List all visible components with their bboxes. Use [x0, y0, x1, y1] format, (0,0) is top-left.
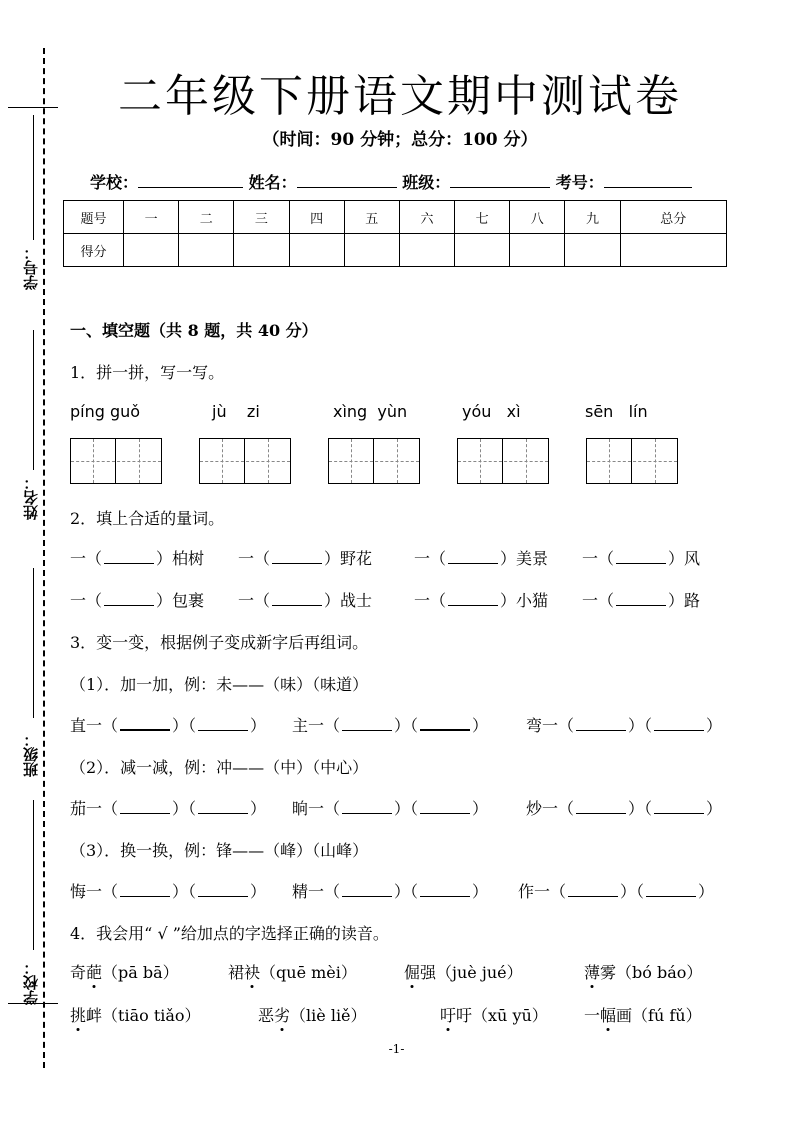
- pronunciation-item[interactable]: 倔强（juè jué）: [404, 960, 523, 983]
- score-header-cell: 一: [124, 201, 179, 234]
- pronunciation-item[interactable]: 吁吁（xū yū）: [440, 1003, 548, 1026]
- answer-blank[interactable]: [576, 719, 626, 731]
- margin-label-xuehao: 学号：: [22, 245, 40, 290]
- char-transform-item: 主一（ ）（ ）: [292, 716, 489, 735]
- answer-blank[interactable]: [616, 552, 666, 564]
- pinyin-item: xìng yùn: [333, 402, 408, 421]
- writing-grid[interactable]: [70, 438, 162, 484]
- answer-blank[interactable]: [448, 552, 498, 564]
- score-header-cell: 题号: [64, 201, 124, 234]
- margin-label-xingming: 姓名：: [22, 475, 40, 520]
- margin-label-xuexiao: 学校：: [22, 960, 40, 1005]
- score-cell[interactable]: [234, 234, 289, 267]
- pronunciation-item[interactable]: 挑衅（tiāo tiǎo）: [70, 1003, 201, 1026]
- writing-grid[interactable]: [328, 438, 420, 484]
- score-cell[interactable]: [455, 234, 510, 267]
- writing-grid[interactable]: [199, 438, 291, 484]
- pronunciation-item[interactable]: 裙袂（quē mèi）: [228, 960, 357, 983]
- measure-word-item: 一（ ）小猫: [414, 591, 549, 610]
- writing-grid[interactable]: [586, 438, 678, 484]
- score-header-cell: 八: [510, 201, 565, 234]
- margin-divider: [8, 107, 58, 108]
- pronunciation-item[interactable]: 奇葩（pā bā）: [70, 960, 179, 983]
- char-transform-item: 弯一（ ）（ ）: [526, 716, 723, 735]
- question-2-text: 2．填上合适的量词。: [70, 509, 225, 528]
- question-4-text: 4．我会用“ √ ”给加点的字选择正确的读音。: [70, 924, 389, 943]
- pinyin-item: sēn lín: [585, 402, 648, 421]
- measure-word-item: 一（ ）柏树: [70, 549, 205, 568]
- pinyin-item: jù zi: [212, 402, 260, 421]
- score-cell[interactable]: [344, 234, 399, 267]
- score-cell[interactable]: [399, 234, 454, 267]
- score-header-cell: 六: [399, 201, 454, 234]
- score-header-cell: 总分: [620, 201, 726, 234]
- pronunciation-item[interactable]: 恶劣（liè liě）: [258, 1003, 367, 1026]
- score-cell[interactable]: [289, 234, 344, 267]
- char-transform-item: 悔一（ ）（ ）: [70, 882, 267, 901]
- answer-blank[interactable]: [420, 885, 470, 897]
- score-table: [63, 200, 727, 267]
- score-header-cell: 七: [455, 201, 510, 234]
- answer-blank[interactable]: [420, 719, 470, 731]
- score-header-cell: 四: [289, 201, 344, 234]
- measure-word-item: 一（ ）路: [582, 591, 701, 610]
- exam-subtitle: （时间：90 分钟；总分：100 分）: [262, 130, 538, 150]
- q3-part3-example: （3）．换一换，例：锋——（峰）（山峰）: [70, 841, 369, 860]
- answer-blank[interactable]: [198, 802, 248, 814]
- answer-blank[interactable]: [342, 885, 392, 897]
- char-transform-item: 精一（ ）（ ）: [292, 882, 489, 901]
- answer-blank[interactable]: [342, 719, 392, 731]
- answer-blank[interactable]: [420, 802, 470, 814]
- answer-blank[interactable]: [576, 802, 626, 814]
- score-row-label: 得分: [64, 234, 124, 267]
- measure-word-item: 一（ ）风: [582, 549, 701, 568]
- page-title: 二年级下册语文期中测试卷: [118, 71, 682, 122]
- score-cell[interactable]: [510, 234, 565, 267]
- school-label: 学校：: [90, 173, 139, 192]
- pronunciation-item[interactable]: 薄雾（bó báo）: [584, 960, 702, 983]
- answer-blank[interactable]: [568, 885, 618, 897]
- answer-blank[interactable]: [616, 594, 666, 606]
- name-field[interactable]: [297, 172, 397, 188]
- score-cell[interactable]: [565, 234, 620, 267]
- q3-part2-example: （2）．减一减，例：冲——（中）（中心）: [70, 758, 369, 777]
- answer-blank[interactable]: [272, 552, 322, 564]
- answer-blank[interactable]: [198, 719, 248, 731]
- measure-word-item: 一（ ）野花: [238, 549, 373, 568]
- exam-no-field[interactable]: [604, 172, 692, 188]
- measure-word-item: 一（ ）战士: [238, 591, 373, 610]
- student-info-line: [90, 170, 692, 193]
- answer-blank[interactable]: [646, 885, 696, 897]
- class-field[interactable]: [450, 172, 550, 188]
- score-cell[interactable]: [620, 234, 726, 267]
- answer-blank[interactable]: [654, 719, 704, 731]
- answer-blank[interactable]: [120, 719, 170, 731]
- score-header-cell: 三: [234, 201, 289, 234]
- char-transform-item: 炒一（ ）（ ）: [526, 799, 723, 818]
- answer-blank[interactable]: [272, 594, 322, 606]
- answer-blank[interactable]: [342, 802, 392, 814]
- question-1-text: 1．拼一拼，写一写。: [70, 363, 225, 382]
- pronunciation-item[interactable]: 一幅画（fú fǔ）: [584, 1003, 702, 1026]
- char-transform-item: 晌一（ ）（ ）: [292, 799, 489, 818]
- q3-part1-example: （1）．加一加，例：未——（味）（味道）: [70, 675, 369, 694]
- char-transform-item: 作一（ ）（ ）: [518, 882, 715, 901]
- score-cell[interactable]: [124, 234, 179, 267]
- writing-grid[interactable]: [457, 438, 549, 484]
- score-table-score-row: [64, 234, 727, 267]
- pinyin-item: píng guǒ: [70, 402, 141, 421]
- score-header-cell: 五: [344, 201, 399, 234]
- score-cell[interactable]: [179, 234, 234, 267]
- section-heading: 一、填空题（共 8 题，共 40 分）: [70, 321, 318, 340]
- answer-blank[interactable]: [198, 885, 248, 897]
- score-header-cell: 九: [565, 201, 620, 234]
- answer-blank[interactable]: [448, 594, 498, 606]
- school-field[interactable]: [138, 172, 243, 188]
- answer-blank[interactable]: [654, 802, 704, 814]
- pinyin-item: yóu xì: [462, 402, 521, 421]
- margin-label-banji: 班级：: [22, 732, 40, 777]
- char-transform-item: 直一（ ）（ ）: [70, 716, 267, 735]
- answer-blank[interactable]: [120, 885, 170, 897]
- score-header-cell: 二: [179, 201, 234, 234]
- class-label: 班级：: [402, 173, 451, 192]
- score-table-header-row: [64, 201, 727, 234]
- answer-blank[interactable]: [104, 594, 154, 606]
- answer-blank[interactable]: [104, 552, 154, 564]
- exam-no-label: 考号：: [555, 173, 604, 192]
- char-transform-item: 茄一（ ）（ ）: [70, 799, 267, 818]
- answer-blank[interactable]: [120, 802, 170, 814]
- name-label: 姓名：: [248, 173, 297, 192]
- question-3-text: 3．变一变，根据例子变成新字后再组词。: [70, 633, 369, 652]
- measure-word-item: 一（ ）美景: [414, 549, 549, 568]
- page-number: -1-: [388, 1042, 405, 1056]
- measure-word-item: 一（ ）包裹: [70, 591, 205, 610]
